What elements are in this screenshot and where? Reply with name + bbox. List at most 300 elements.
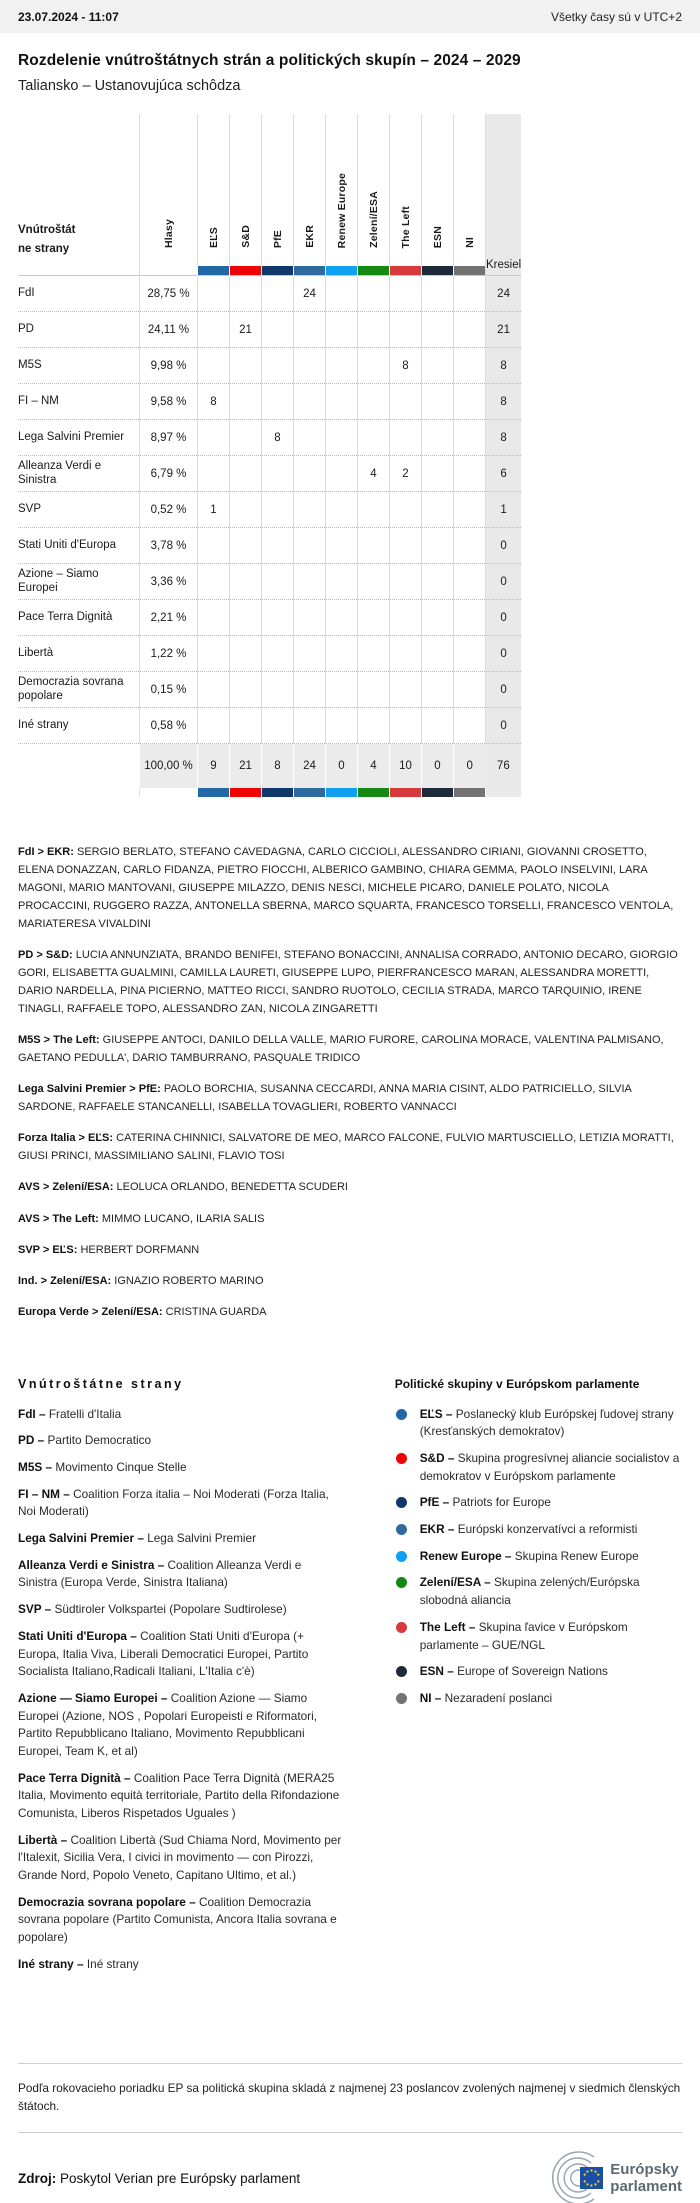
group-legend-description: Európski konzervatívci a reformisti [457,1522,638,1537]
seat-value [294,636,326,672]
top-bar [0,0,700,33]
total-seats-value: 24 [486,276,522,312]
seat-value [454,708,486,744]
seat-value [358,420,390,456]
member-list-label: PD > S&D: [18,949,73,962]
table-row [18,672,521,708]
group-color-dot [396,1577,407,1588]
total-seats-value: 0 [486,672,522,708]
seat-value [326,636,358,672]
party-legend-label: Alleanza Verdi e Sinistra – [18,1557,165,1572]
group-legend-description: Skupina ľavice v Európskom parlamente – GUE/NGL [419,1619,628,1652]
votes-value: 8,97 % [140,420,198,456]
seat-value [358,708,390,744]
party-name: M5S [18,358,42,371]
seat-value [262,564,294,600]
seat-value: 8 [262,420,294,456]
member-list-label: M5S > The Left: [18,1034,100,1047]
party-legend-label: Libertà – [18,1832,68,1847]
party-legend-item [18,1459,343,1477]
seat-value [422,384,454,420]
party-name: Iné strany [18,718,69,731]
group-legend-item [395,1548,682,1566]
member-list-label: Europa Verde > Zelení/ESA: [18,1305,163,1318]
group-color-dot [396,1409,407,1420]
ep-hemicycle-flag-icon [544,2153,604,2203]
group-legend-description: Nezaradení poslanci [444,1690,553,1705]
seat-value [422,564,454,600]
seat-value [454,492,486,528]
group-column-header-renew: Renew Europe [326,114,358,266]
member-list-label: Lega Salvini Premier > PfE: [18,1083,161,1096]
group-color-swatch-ekr [294,266,326,276]
party-name: Stati Uniti d'Europa [18,538,117,551]
member-list [18,1178,682,1196]
group-color-swatch-left [390,788,422,797]
table-row [18,420,521,456]
votes-value: 9,98 % [140,348,198,384]
group-legend-abbr: Zelení/ESA – [419,1575,491,1590]
seat-value: 1 [198,492,230,528]
total-seats-value: 6 [486,456,522,492]
seat-value [454,348,486,384]
seat-value: 8 [390,348,422,384]
seat-value [294,456,326,492]
party-column-header: Vnútroštátne strany [18,224,76,255]
seat-value [422,708,454,744]
report-datetime: 23.07.2024 - 11:07 [18,9,119,24]
seat-value [230,348,262,384]
votes-value: 24,11 % [140,312,198,348]
total-votes: 100,00 % [140,744,198,789]
seat-value [294,600,326,636]
seat-value [390,708,422,744]
party-legend-description: Coalition Libertà (Sud Chiama Nord, Movimento per l'Italexit, Sicilia Vera, I civici in movimento — con Pirozzi, Grande Nord, Popolo Veneto, Capitano Ultimo, et al.) [18,1832,342,1883]
seat-value [390,528,422,564]
total-seats-value: 1 [486,492,522,528]
party-legend-item [18,1432,343,1450]
group-legend-abbr: EKR – [419,1522,455,1537]
party-legend-description: Coalition Stati Uniti d'Europa (+ Europa, Italia Viva, Liberali Democratici Europei, Partito Socialista Italiano,Radicali Italiani, L'Italia c'è) [18,1628,309,1679]
group-color-dot [396,1622,407,1633]
member-list-names: PAOLO BORCHIA, SUSANNA CECCARDI, ANNA MARIA CISINT, ALDO PATRICIELLO, SILVIA SARDONE, RAFFAELE STANCANELLI, ISABELLA TOVAGLIERI, ROBERTO VANNACCI [18,1083,632,1114]
seat-value [230,384,262,420]
group-color-swatch-els [198,788,230,797]
member-list-label: AVS > Zelení/ESA: [18,1181,114,1194]
ep-logo-text [610,2161,682,2196]
table-row [18,528,521,564]
total-seats-value: 8 [486,348,522,384]
seat-value [230,492,262,528]
seat-value [198,564,230,600]
group-color-bar [18,266,521,276]
member-list-names: GIUSEPPE ANTOCI, DANILO DELLA VALLE, MARIO FURORE, CAROLINA MORACE, VALENTINA PALMISANO, GAETANO PEDULLA', DARIO TAMBURRANO, PASQUALE TRIDICO [18,1034,664,1065]
seat-value [262,312,294,348]
member-list-names: LEOLUCA ORLANDO, BENEDETTA SCUDERI [116,1181,348,1194]
party-legend-item [18,1956,343,1974]
seat-value [294,564,326,600]
party-legend-description: Iné strany [86,1956,139,1971]
group-color-swatch-esn [422,788,454,797]
group-color-swatch-left [390,266,422,276]
seat-value [358,312,390,348]
seat-value [262,492,294,528]
seat-value: 8 [198,384,230,420]
party-legend-label: Pace Terra Dignità – [18,1770,131,1785]
total-seats-value: 0 [486,636,522,672]
group-legend-heading: Politické skupiny v Európskom parlamente [394,1376,640,1391]
seat-value [326,384,358,420]
seat-value [262,276,294,312]
group-column-header-zeleni: Zelení/ESA [358,114,390,266]
votes-column-header: Hlasy [140,114,198,266]
party-legend-label: Azione — Siamo Europei – [18,1690,168,1705]
member-list-names: LUCIA ANNUNZIATA, BRANDO BENIFEI, STEFANO BONACCINI, ANNALISA CORRADO, ANTONIO DECARO, GIORGIO GORI, ELISABETTA GUALMINI, CAMILLA LAURETI, GIUSEPPE LUPO, PIERFRANCESCO MARAN, ALESSANDRA MORETTI, DARIO NARDELLA, PINA PICIERNO, MATTEO RICCI, SANDRO RUOTOLO, CECILIA STRADA, MARCO TARQUINIO, IRENE TINAGLI, RAFFAELE TOPO, ALESSANDRO ZAN, NICOLA ZINGARETTI [18,949,678,1016]
legends-section [18,1377,682,1983]
seat-value [390,636,422,672]
total-seats-value: 0 [486,564,522,600]
group-legend-item [395,1619,682,1654]
ep-logo-line2: parlament [610,2178,682,2196]
seat-value [422,348,454,384]
party-legend-description: Partito Democratico [47,1433,152,1448]
party-legend-item [18,1486,343,1521]
seat-value [198,456,230,492]
group-legend-item [395,1574,682,1609]
seat-value [198,420,230,456]
group-legend-abbr: EĽS – [419,1406,453,1421]
total-seats-value: 0 [486,600,522,636]
seat-value [198,276,230,312]
group-color-swatch-renew [326,788,358,797]
party-legend-description: Movimento Cinque Stelle [55,1460,187,1474]
seat-value [198,600,230,636]
party-legend [18,1377,343,1983]
group-color-swatch-pfe [262,266,294,276]
party-legend-label: M5S – [18,1460,53,1474]
seat-value [198,312,230,348]
seat-value [262,672,294,708]
total-group-seats: 0 [422,744,454,789]
party-legend-label: SVP – [18,1602,52,1617]
party-name: FdI [18,286,35,299]
european-parliament-logo [544,2153,682,2203]
seat-value [294,528,326,564]
seat-value [454,528,486,564]
table-row [18,276,521,312]
group-legend-item [395,1450,682,1485]
seat-value [422,492,454,528]
footer-divider [18,2063,682,2064]
seat-value: 24 [294,276,326,312]
member-list-names: MIMMO LUCANO, ILARIA SALIS [101,1212,265,1225]
votes-value: 0,58 % [140,708,198,744]
votes-value: 28,75 % [140,276,198,312]
seat-value [454,564,486,600]
seat-value [454,672,486,708]
seat-value [294,708,326,744]
seat-value [262,384,294,420]
party-legend-label: Stati Uniti d'Europa – [18,1628,137,1643]
member-list [18,1210,682,1228]
group-color-swatch-sd [230,266,262,276]
seat-value [294,492,326,528]
seat-value [326,600,358,636]
seat-value [326,708,358,744]
party-legend-label: Democrazia sovrana popolare – [18,1894,196,1909]
seat-value [294,384,326,420]
seat-value [390,312,422,348]
party-name: Lega Salvini Premier [18,430,125,443]
party-legend-label: FdI – [18,1406,46,1421]
seat-value: 21 [230,312,262,348]
member-list [18,1241,682,1259]
source-label: Zdroj: [18,2170,57,2186]
seat-value [294,420,326,456]
group-color-dot [396,1551,407,1562]
member-list-names: CATERINA CHINNICI, SALVATORE DE MEO, MARCO FALCONE, FULVIO MARTUSCIELLO, LETIZIA MORATTI, GIUSI PRINCI, MASSIMILIANO SALINI, FLAVIO TOSI [18,1132,674,1163]
member-lists [18,843,682,1321]
seat-value [326,672,358,708]
party-legend-item [18,1770,343,1823]
party-legend-description: Coalition Pace Terra Dignità (MERA25 Italia, Movimento equità territoriale, Partito della Rifondazione Comunista, Liberos Rispetados Uguales ) [18,1770,340,1820]
total-group-seats: 4 [358,744,390,789]
group-legend-item [395,1663,682,1681]
seat-value [326,528,358,564]
group-color-dot [396,1524,407,1535]
seat-value [422,600,454,636]
member-list [18,1272,682,1290]
party-legend-items [18,1406,343,1974]
seat-value [454,384,486,420]
seat-value [454,276,486,312]
seat-value [294,348,326,384]
votes-value: 2,21 % [140,600,198,636]
member-list-label: FdI > EKR: [18,846,74,858]
seat-value [262,456,294,492]
party-legend-description: Coalition Azione — Siamo Europei (Azione, NOS , Popolari Europeisti e Riformatori, Partito Repubblicano Italiano, Movimento Repubblicani Europei, Team K, et al) [18,1690,317,1758]
total-group-seats: 8 [262,744,294,789]
seat-value [230,420,262,456]
seat-value [358,528,390,564]
party-legend-description: Coalition Alleanza Verdi e Sinistra (Europa Verde, Sinistra Italiana) [18,1557,302,1590]
seat-value: 4 [358,456,390,492]
seat-value [326,564,358,600]
seat-value [358,564,390,600]
member-list-names: SERGIO BERLATO, STEFANO CAVEDAGNA, CARLO CICCIOLI, ALESSANDRO CIRIANI, GIOVANNI CROSETTO, ELENA DONAZZAN, CARLO FIDANZA, PIETRO FIOCCHI, ALBERICO GAMBINO, CHIARA GEMMA, PAOLO INSELVINI, LARA MAGONI, MARIO MANTOVANI, GIUSEPPE MILAZZO, DENIS NESCI, MICHELE PICARO, DANIELE POLATO, NICOLA PROCACCINI, RUGGERO RAZZA, ANTONELLA SBERNA, MARCO SQUARTA, FRANCESCO TORSELLI, FRANCESCO VENTOLA, MARIATERESA VIVALDINI [18,846,674,931]
ep-logo-line1: Európsky [610,2161,679,2178]
party-legend-description: Coalition Forza italia – Noi Moderati (Forza Italia, Noi Moderati) [18,1486,329,1519]
party-legend-description: Coalition Democrazia sovrana popolare (Partito Comunista, Ancora Italia sovrana e popolare) [18,1894,337,1945]
votes-value: 3,36 % [140,564,198,600]
group-color-swatch-ni [454,788,486,797]
table-header-row [18,114,521,266]
total-group-seats: 0 [326,744,358,789]
seat-value [390,420,422,456]
group-color-bar-bottom [18,788,521,797]
source-value: Poskytol Verian pre Európsky parlament [60,2170,301,2186]
group-color-dot [396,1497,407,1508]
seat-value [230,708,262,744]
seat-value [262,348,294,384]
group-legend-items [395,1406,682,1708]
seat-value [422,636,454,672]
group-legend [395,1377,682,1717]
group-column-header-sd: S&D [230,114,262,266]
table-row [18,708,521,744]
seat-value [358,276,390,312]
group-column-header-ni: NI [454,114,486,266]
seat-value [230,276,262,312]
party-legend-label: Iné strany – [18,1956,84,1971]
seat-value [422,420,454,456]
member-list [18,1303,682,1321]
party-legend-item [18,1557,343,1592]
seat-value [422,312,454,348]
seat-value [422,528,454,564]
seat-value [422,276,454,312]
seat-value [326,348,358,384]
group-color-swatch-pfe [262,788,294,797]
party-legend-description: Lega Salvini Premier [147,1531,257,1546]
group-legend-abbr: Renew Europe – [419,1548,512,1563]
party-name: Libertà [18,646,54,659]
table-row [18,492,521,528]
group-column-header-esn: ESN [422,114,454,266]
seat-value [230,672,262,708]
total-seats-value: 8 [486,420,522,456]
seat-value [422,672,454,708]
seat-value [454,636,486,672]
seat-value [198,348,230,384]
seat-value [326,312,358,348]
party-name: Azione – Siamo Europei [18,567,99,594]
group-color-swatch-sd [230,788,262,797]
seat-value [358,492,390,528]
group-color-swatch-ni [454,266,486,276]
party-legend-description: Fratelli d'Italia [48,1406,122,1421]
member-list [18,1080,682,1116]
votes-value: 1,22 % [140,636,198,672]
seat-value [454,420,486,456]
seat-value [358,384,390,420]
member-list-label: Forza Italia > EĽS: [18,1132,114,1145]
table-row [18,636,521,672]
votes-value: 0,52 % [140,492,198,528]
seat-value [326,492,358,528]
group-legend-description: Skupina Renew Europe [514,1548,639,1563]
group-legend-description: Skupina progresívnej aliancie socialistov a demokratov v Európskom parlamente [419,1451,680,1483]
seat-value [230,528,262,564]
seat-value [358,600,390,636]
group-legend-abbr: NI – [419,1690,442,1705]
total-group-seats: 21 [230,744,262,789]
party-legend-item [18,1832,343,1885]
seat-value [326,456,358,492]
member-list-names: CRISTINA GUARDA [165,1305,267,1318]
group-legend-item [395,1521,682,1539]
seat-value [198,528,230,564]
group-column-header-left: The Left [390,114,422,266]
group-legend-item [395,1690,682,1708]
member-list [18,843,682,933]
member-list-label: Ind. > Zelení/ESA: [18,1274,112,1287]
seat-value [198,708,230,744]
group-legend-description: Europe of Sovereign Nations [457,1664,608,1679]
group-legend-item [395,1494,682,1512]
seat-value [294,672,326,708]
table-row [18,348,521,384]
votes-value: 9,58 % [140,384,198,420]
page-title: Rozdelenie vnútroštátnych strán a politických skupín – 2024 – 2029 [18,52,521,69]
group-column-header-pfe: PfE [262,114,294,266]
source-row [18,2153,682,2203]
seat-value [262,600,294,636]
results-table [18,114,521,797]
votes-value: 3,78 % [140,528,198,564]
group-color-dot [396,1453,407,1464]
table-row [18,600,521,636]
member-list-names: HERBERT DORFMANN [80,1243,200,1256]
footer-divider-2 [18,2132,682,2133]
party-legend-label: PD – [18,1433,45,1448]
group-legend-abbr: S&D – [419,1451,455,1465]
total-seats-value: 0 [486,708,522,744]
party-name: Pace Terra Dignità [18,610,113,623]
seat-value [230,600,262,636]
party-name: Alleanza Verdi e Sinistra [18,459,102,486]
member-list [18,946,682,1018]
party-name: SVP [18,502,42,515]
party-legend-item [18,1628,343,1681]
seat-value [390,384,422,420]
votes-value: 6,79 % [140,456,198,492]
table-total-row [18,744,521,789]
group-color-swatch-zeleni [358,788,390,797]
seat-value [294,312,326,348]
group-legend-abbr: The Left – [419,1619,476,1634]
table-row [18,456,521,492]
party-legend-item [18,1601,343,1619]
group-legend-abbr: PfE – [419,1495,450,1510]
total-seats-value: 21 [486,312,522,348]
seat-value [262,528,294,564]
group-legend-description: Poslanecký klub Európskej ľudovej strany (Kresťanských demokratov) [419,1406,674,1439]
seat-value [390,492,422,528]
source-text [18,2171,300,2186]
seat-value [390,276,422,312]
member-list [18,1129,682,1165]
seat-value: 2 [390,456,422,492]
seat-value [454,456,486,492]
total-seats-value: 0 [486,528,522,564]
group-column-header-ekr: EKR [294,114,326,266]
timezone-note: Všetky časy sú v UTC+2 [550,9,682,24]
group-legend-description: Patriots for Europe [452,1495,551,1510]
seat-value [454,312,486,348]
group-color-swatch-ekr [294,788,326,797]
table-row [18,312,521,348]
party-name: FI – NM [18,394,59,407]
seat-value [198,672,230,708]
seat-value [390,672,422,708]
seat-value [390,600,422,636]
footnote-text: Podľa rokovacieho poriadku EP sa politická skupina skladá z najmenej 23 poslancov zvolených najmenej v siedmich členských štátoch. [18,2080,681,2114]
party-legend-heading: Vnútroštátne strany [18,1376,184,1391]
group-color-swatch-esn [422,266,454,276]
page-subtitle: Taliansko – Ustanovujúca schôdza [18,78,241,94]
party-name: Democrazia sovrana popolare [18,675,124,702]
